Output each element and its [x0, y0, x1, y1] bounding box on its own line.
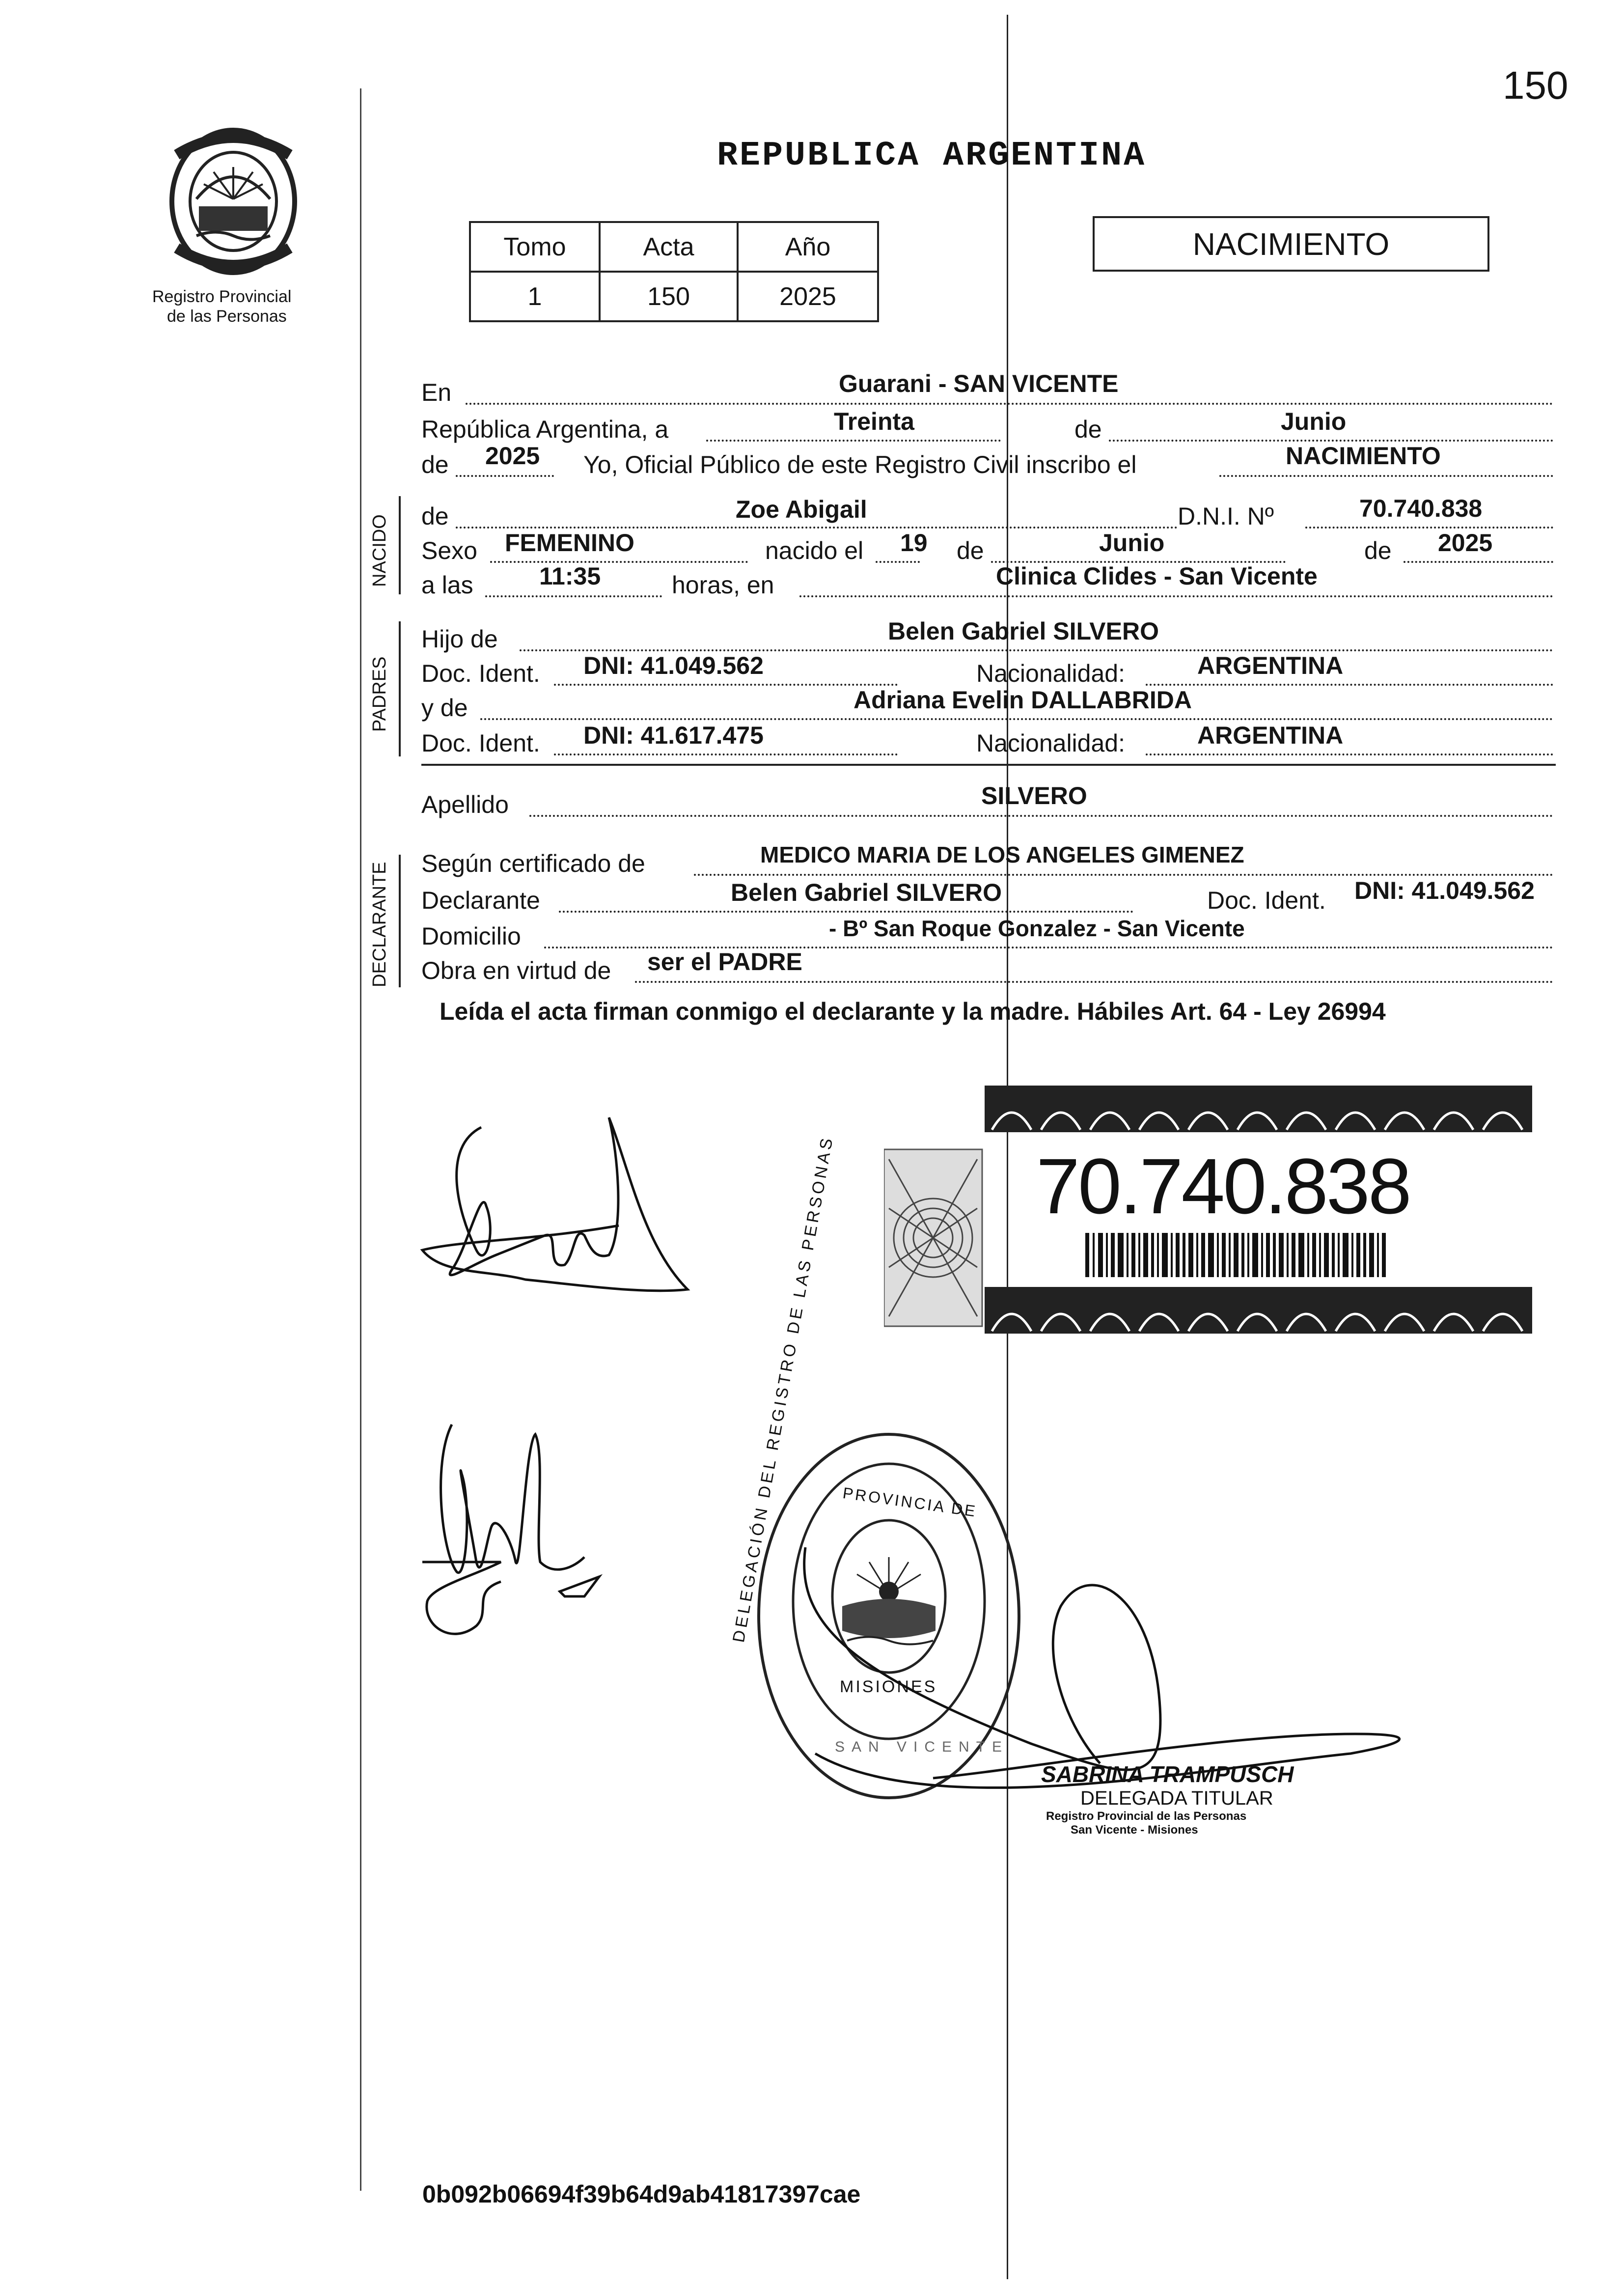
row-en: [421, 370, 1556, 408]
official-line3: Registro Provincial de las Personas: [1046, 1810, 1247, 1823]
row-oficial: [421, 442, 1556, 479]
place-value: Guarani - SAN VICENTE: [839, 370, 1119, 397]
hash-code: 0b092b06694f39b64d9ab41817397cae: [422, 2180, 861, 2208]
birth-year-value: 2025: [1438, 529, 1493, 557]
father-nac-label: Nacionalidad:: [976, 660, 1125, 687]
birth-de-label: de: [957, 537, 984, 564]
obra-label: Obra en virtud de: [421, 957, 611, 984]
mother-nac-label: Nacionalidad:: [976, 729, 1125, 757]
birth-time-value: 11:35: [539, 562, 601, 590]
inscribed-value: NACIMIENTO: [1286, 442, 1441, 470]
mother-doc-value: DNI: 41.617.475: [583, 722, 764, 749]
father-doc-value: DNI: 41.049.562: [583, 652, 764, 679]
dni-label: D.N.I. Nº: [1178, 502, 1274, 530]
record-type: NACIMIENTO: [1192, 226, 1390, 262]
row-declarante: [421, 879, 1556, 914]
ano-header: Año: [738, 222, 878, 272]
sexo-value: FEMENINO: [505, 529, 634, 557]
declarante-label: Declarante: [421, 887, 540, 914]
apellido-label: Apellido: [421, 791, 509, 818]
apellido-value: SILVERO: [981, 782, 1087, 809]
row-mother-doc: [421, 722, 1556, 756]
official-name: SABRINA TRAMPUSCH: [1041, 1761, 1294, 1787]
de-label: de: [1074, 416, 1102, 443]
mother-nationality-value: ARGENTINA: [1197, 722, 1344, 749]
obra-value: ser el PADRE: [647, 948, 802, 976]
reference-table: [469, 221, 879, 322]
domicilio-label: Domicilio: [421, 922, 521, 950]
page-number: 150: [1503, 63, 1569, 107]
horas-label: horas, en: [672, 571, 774, 599]
closing-text: Leída el acta firman conmigo el declarante y la madre. Hábiles Art. 64 - Ley 26994: [440, 998, 1386, 1025]
hijo-de-label: Hijo de: [421, 625, 498, 653]
birth-month-value: Junio: [1099, 529, 1165, 557]
seal-bottom-text: SAN VICENTE: [835, 1739, 1009, 1755]
declarante-name-value: Belen Gabriel SILVERO: [731, 879, 1002, 906]
seal-inner-top: PROVINCIA DE: [841, 1484, 978, 1521]
ano-value: 2025: [738, 272, 878, 321]
sexo-label: Sexo: [421, 537, 477, 564]
seal-outer-text: DELEGACIÓN DEL REGISTRO DE LAS PERSONAS: [729, 1134, 837, 1644]
country-title: REPUBLICA ARGENTINA: [717, 137, 1147, 175]
nacido-section-label: NACIDO: [369, 514, 390, 587]
registry-caption-line1: Registro Provincial: [152, 287, 292, 306]
declarante-doc-value: DNI: 41.049.562: [1354, 877, 1535, 904]
signature-declarante: [413, 1108, 697, 1314]
declarante-section-label: DECLARANTE: [369, 862, 390, 987]
de-year-label: de: [421, 451, 449, 478]
signature-mother: [413, 1415, 619, 1690]
official-text: Yo, Oficial Público de este Registro Civil inscribo el: [583, 451, 1137, 478]
registry-logo: [162, 125, 304, 278]
father-doc-label: Doc. Ident.: [421, 660, 540, 687]
child-dni-value: 70.740.838: [1359, 495, 1483, 522]
registry-caption-line2: de las Personas: [167, 307, 287, 326]
provincia-misiones-seal-icon: [162, 125, 304, 278]
left-margin-line: [360, 88, 361, 2191]
day-words-value: Treinta: [834, 408, 914, 435]
barcode-sticker: [884, 1086, 1532, 1341]
row-hora: [421, 562, 1556, 599]
sticker-number: 70.740.838: [1036, 1142, 1410, 1230]
certificate-value: MEDICO MARIA DE LOS ANGELES GIMENEZ: [760, 842, 1244, 867]
birth-de2-label: de: [1364, 537, 1392, 564]
father-name-value: Belen Gabriel SILVERO: [888, 617, 1159, 645]
cert-label: Según certificado de: [421, 850, 645, 877]
tomo-header: Tomo: [470, 222, 600, 272]
birth-place-value: Clinica Clides - San Vicente: [996, 562, 1318, 590]
republica-label: República Argentina, a: [421, 416, 669, 443]
address-value: - Bº San Roque Gonzalez - San Vicente: [829, 916, 1245, 941]
signature-official: [786, 1547, 1449, 1803]
row-republica: [421, 410, 1556, 445]
a-las-label: a las: [421, 571, 473, 599]
seal-inner-bottom: MISIONES: [840, 1677, 937, 1696]
child-name-value: Zoe Abigail: [736, 496, 867, 523]
row-sexo: [421, 530, 1556, 565]
mother-name-value: Adriana Evelin DALLABRIDA: [853, 686, 1192, 714]
official-title: DELEGADA TITULAR: [1080, 1787, 1273, 1809]
row-domicilio: [421, 916, 1556, 950]
year-value: 2025: [485, 442, 540, 470]
row-hijo-de: [421, 619, 1556, 653]
record-type-box: [1093, 216, 1489, 272]
row-obra: [421, 950, 1556, 985]
padres-section-label: PADRES: [369, 656, 390, 732]
declarante-doc-label: Doc. Ident.: [1207, 887, 1326, 914]
tomo-value: 1: [470, 272, 600, 321]
row-y-de: [421, 688, 1556, 722]
row-nacido-name: [421, 496, 1556, 530]
birth-day-value: 19: [900, 529, 928, 557]
acta-header: Acta: [600, 222, 738, 272]
row-apellido: [421, 783, 1556, 818]
row-father-doc: [421, 653, 1556, 688]
official-line4: San Vicente - Misiones: [1071, 1823, 1198, 1837]
acta-value: 150: [600, 272, 738, 321]
row-certificado: [421, 842, 1556, 877]
y-de-label: y de: [421, 694, 468, 722]
nacido-de-label: de: [421, 502, 449, 530]
month-value: Junio: [1281, 408, 1347, 435]
nacido-el-label: nacido el: [765, 537, 864, 564]
father-nationality-value: ARGENTINA: [1197, 652, 1344, 679]
en-label: En: [421, 379, 452, 406]
mother-doc-label: Doc. Ident.: [421, 729, 540, 757]
